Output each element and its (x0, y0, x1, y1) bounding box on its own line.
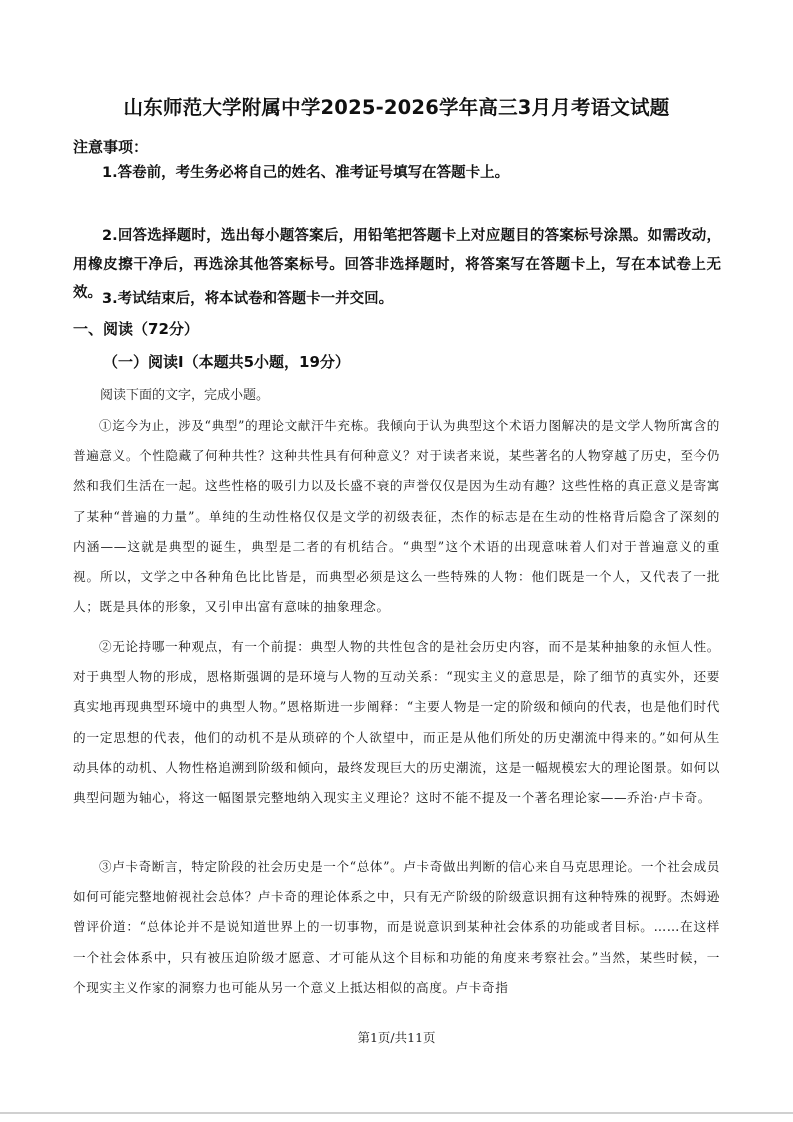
exam-title: 山东师范大学附属中学2025-2026学年高三3月月考语文试题 (123, 96, 670, 119)
page-bottom-divider (0, 1112, 793, 1114)
reading-instruction: 阅读下面的文字，完成小题。 (100, 388, 270, 403)
section-heading: 一、阅读（72分） (73, 320, 199, 338)
notice-item-1: 1.答卷前，考生务必将自己的姓名、准考证号填写在答题卡上。 (102, 165, 510, 181)
notice-item-3: 3.考试结束后，将本试卷和答题卡一并交回。 (102, 291, 394, 307)
passage-paragraph-3: ③卢卡奇断言，特定阶段的社会历史是一个“总体”。卢卡奇做出判断的信心来自马克思理论。一个社会成员如何可能完整地俯视社会总体？卢卡奇的理论体系之中，只有无产阶级的阶级意识拥有这种特殊的视野。杰姆逊曾评价道：“总体论并不是说知道世界上的一切事物，而是说意识到某种社会体系的功能或者目标。……在这样一个社会体系中，只有被压迫阶级才愿意、才可能从这个目标和功能的角度来考察社会。”当然，某些时候，一个现实主义作家的洞察力也可能从另一个意义上抵达相似的高度。卢卡奇指 (73, 859, 720, 995)
notice-item-2: 2.回答选择题时，选出每小题答案后，用铅笔把答题卡上对应题目的答案标号涂黑。如需改动，用橡皮擦干净后，再选涂其他答案标号。回答非选择题时，将答案写在答题卡上，写在本试卷上无效。 (73, 228, 721, 301)
notice-heading: 注意事项： (73, 138, 149, 156)
passage-paragraph-1: ①迄今为止，涉及“典型”的理论文献汗牛充栋。我倾向于认为典型这个术语力图解决的是文学人物所寓含的普遍意义。个性隐藏了何种共性？这种共性具有何种意义？对于读者来说，某些著名的人物穿越了历史，至今仍然和我们生活在一起。这些性格的吸引力以及长盛不衰的声誉仅仅是因为生动有趣？这些性格的真正意义是寄寓了某种“普遍的力量”。单纯的生动性格仅仅是文学的初级表征，杰作的标志是在生动的性格背后隐含了深刻的内涵——这就是典型的诞生，典型是二者的有机结合。“典型”这个术语的出现意味着人们对于普遍意义的重视。所以，文学之中各种角色比比皆是，而典型必须是这么一些特殊的人物：他们既是一个人，又代表了一批人；既是具体的形象，又引申出富有意味的抽象理念。 (73, 418, 720, 615)
passage-paragraph-2: ②无论持哪一种观点，有一个前提：典型人物的共性包含的是社会历史内容，而不是某种抽象的永恒人性。对于典型人物的形成，恩格斯强调的是环境与人物的互动关系：“现实主义的意思是，除了细节的真实外，还要真实地再现典型环境中的典型人物。”恩格斯进一步阐释：“主要人物是一定的阶级和倾向的代表，也是他们时代的一定思想的代表，他们的动机不是从琐碎的个人欲望中，而正是从他们所处的历史潮流中得来的。”如何从生动具体的动机、人物性格追溯到阶级和倾向，最终发现巨大的历史潮流，这是一幅规模宏大的理论图景。如何以典型问题为轴心，将这一幅图景完整地纳入现实主义理论？这时不能不提及一个著名理论家——乔治·卢卡奇。 (73, 639, 720, 806)
subsection-heading: （一）阅读Ⅰ（本题共5小题，19分） (103, 353, 350, 371)
page-footer: 第1页/共11页 (357, 1030, 436, 1045)
